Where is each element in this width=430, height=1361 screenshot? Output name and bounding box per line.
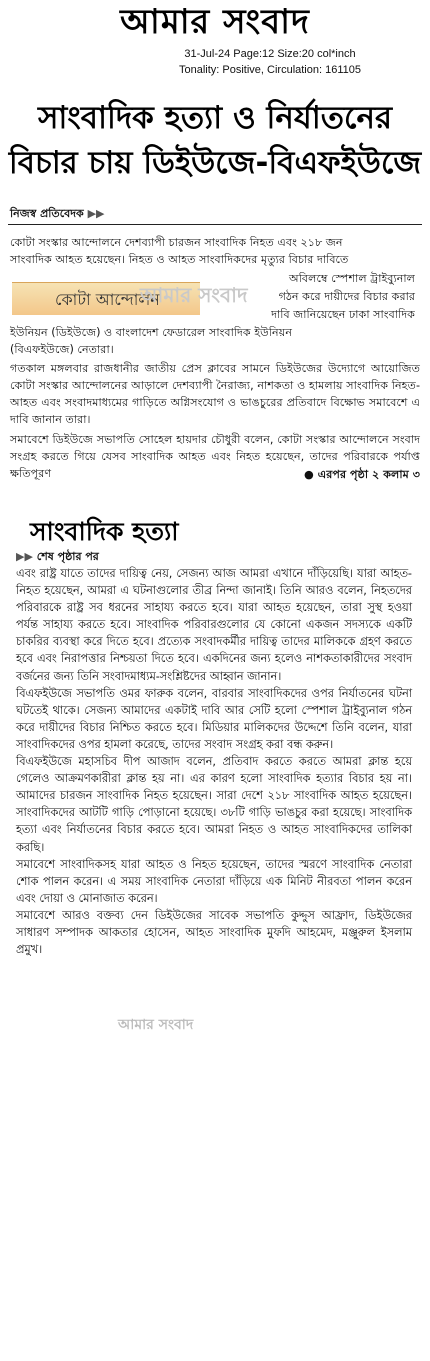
continuation-title: সাংবাদিক হত্যা	[30, 517, 179, 546]
continuation-paragraph: সমাবেশে সাংবাদিকসহ যারা আহত ও নিহত হয়েছেন, তাদের স্মরণে সাংবাদিক নেতারা শোক পালন করেন। এ সময় সাংবাদিক নেতারা দাঁড়িয়ে এক মিনিট নীরবতা পালন করেন এবং দোয়া ও মোনাজাত করেন।	[16, 857, 412, 905]
continuation-paragraph: সমাবেশে আরও বক্তব্য দেন ডিইউজের সাবেক সভাপতি কুদ্দুস আফ্রাদ, ডিইউজের সাধারণ সম্পাদক আকতার হোসেন, আহত সাংবাদিক মুফদি আহমেদ, মঞ্জুরুল ইসলাম প্রমুখ।	[16, 908, 412, 957]
continuation-body	[16, 565, 412, 958]
lead-line-4: গঠন করে দায়ীদের বিচার করার	[278, 290, 415, 303]
byline	[10, 205, 104, 224]
clipping-meta-line1: 31-Jul-24 Page:12 Size:20 col*inch	[184, 48, 356, 60]
divider-rule	[8, 224, 422, 225]
lead-line-3: অবিলম্বে স্পেশাল ট্রাইব্যুনাল	[289, 272, 415, 285]
lead-paragraph-2: গতকাল মঙ্গলবার রাজধানীর জাতীয় প্রেস ক্লাবের সামনে ডিইউজের উদ্যোগে আয়োজিত কোটা সংস্কার আন্দোলনের আড়ালে দেশব্যাপী নৈরাজ্য, নাশকতা ও হামলায় সাংবাদিক নিহত-আহত এবং সংবাদমাধ্যমের গাড়িতে অগ্নিসংযোগ ও ভাঙচুরের প্রতিবাদে বিক্ষোভ সমাবেশে এ দাবি জানান তারা।	[10, 362, 420, 426]
byline-arrows-icon: ▶▶	[87, 207, 105, 220]
continuation-paragraph: এবং রাষ্ট্র যাতে তাদের দায়িত্ব নেয়, সেজন্য আজ আমরা এখানে দাঁড়িয়েছি। যারা আহত-নিহত হয়েছেন, আমরা এ ঘটনাগুলোর তীব্র নিন্দা জানাই। তিনি আরও বলেন, নিহতদের পরিবারকে রাষ্ট্র সব ধরনের সাহায্য করতে হবে। যারা আহত হয়েছেন, তারা সুস্থ হওয়া পর্যন্ত সাহায্য করতে হবে। সাংবাদিক পরিবারগুলোর যে কোনো একজন সদস্যকে একটি চাকরির ব্যবস্থা করে দিতে হবে। প্রত্যেক সংবাদকর্মীর দায়িত্ব তাদের মালিককে গ্রহণ করতে হবে এবং নিরাপত্তার নিশ্চয়তা দিতে হবে। একদিনের জন্য হলেও নাশকতাকারীদের সংবাদ বর্জনের জন্য তিনি সংবাদমাধ্যম-সংশ্লিষ্টদের আহ্বান জানান।	[16, 567, 412, 683]
lead-paragraph-3: সমাবেশে ডিইউজে সভাপতি সোহেল হায়দার চৌধুরী বলেন, কোটা সংস্কার আন্দোলনে সংবাদ সংগ্রহ করতে গিয়ে যেসব সাংবাদিক আহত এবং নিহত হয়েছেন, তাদের পরিবারকে পর্যাপ্ত ক্ষতিপূরণ	[10, 433, 420, 480]
inset-label: কোটা আন্দোলন	[55, 290, 160, 309]
lead-line-1: কোটা সংস্কার আন্দোলনে দেশব্যাপী চারজন সাংবাদিক নিহত এবং ২১৮ জন	[10, 236, 343, 249]
continuation-arrows-icon: ▶▶	[16, 550, 33, 563]
lead-line-7: (বিএফইউজে) নেতারা।	[10, 343, 114, 356]
headline-line1: সাংবাদিক হত্যা ও নির্যাতনের	[37, 100, 393, 136]
continuation-from-label: শেষ পৃষ্ঠার পর	[36, 550, 99, 563]
continuation-paragraph: বিএফইউজে মহাসচিব দীপ আজাদ বলেন, প্রতিবাদ করতে করতে আমরা ক্লান্ত হয়ে গেলেও আক্রমণকারীরা ক্লান্ত হয় না। এর কারণ হলো সাংবাদিক হত্যার বিচার হয় না। আমাদের চারজন সাংবাদিক নিহত হয়েছেন। সারা দেশে ২১৮ সাংবাদিক আহত হয়েছেন। সাংবাদিকদের আটটি গাড়ি পোড়ানো হয়েছে। ৩৮টি গাড়ি ভাঙচুর করা হয়েছে। সাংবাদিক হত্যা এবং নির্যাতনের বিচার করতে হবে। আমরা নিহত ও আহত সাংবাদিকদের তালিকা করছি।	[16, 755, 412, 854]
headline-line2: বিচার চায় ডিইউজে-বিএফইউজে	[8, 145, 422, 181]
inset-watermark: আমার সংবাদ	[140, 283, 248, 307]
byline-text: নিজস্ব প্রতিবেদক	[10, 207, 84, 220]
newspaper-masthead: আমার সংবাদ	[120, 2, 310, 42]
clipping-meta-line2: Tonality: Positive, Circulation: 161105	[178, 64, 361, 76]
lead-line-6: ইউনিয়ন (ডিইউজে) ও বাংলাদেশ ফেডারেল সাংবাদিক ইউনিয়ন	[10, 326, 292, 339]
body-watermark: আমার সংবাদ	[118, 1017, 194, 1033]
lead-line-2: সাংবাদিক আহত হয়েছেন। নিহত ও আহত সাংবাদিকদের মৃত্যুর বিচার দাবিতে	[10, 253, 349, 266]
lead-line-5: দাবি জানিয়েছেন ঢাকা সাংবাদিক	[271, 308, 415, 321]
jump-reference: ● এরপর পৃষ্ঠা ২ কলাম ৩	[304, 468, 420, 481]
continuation-paragraph: বিএফইউজে সভাপতি ওমর ফারুক বলেন, বারবার সাংবাদিকদের ওপর নির্যাতনের ঘটনা ঘটতেই থাকে। সেজন্য আমাদের একটাই দাবি আর সেটি হলো স্পেশাল ট্রাইব্যুনাল গঠন করে দায়ীদের বিচার নিশ্চিত করতে হবে। মিডিয়ার মালিকদের উদ্দেশে তিনি বলেন, যারা সাংবাদিকদের ওপর হামলা করেছে, তাদের সংবাদ সংগ্রহ করা বন্ধ করুন।	[16, 686, 412, 751]
